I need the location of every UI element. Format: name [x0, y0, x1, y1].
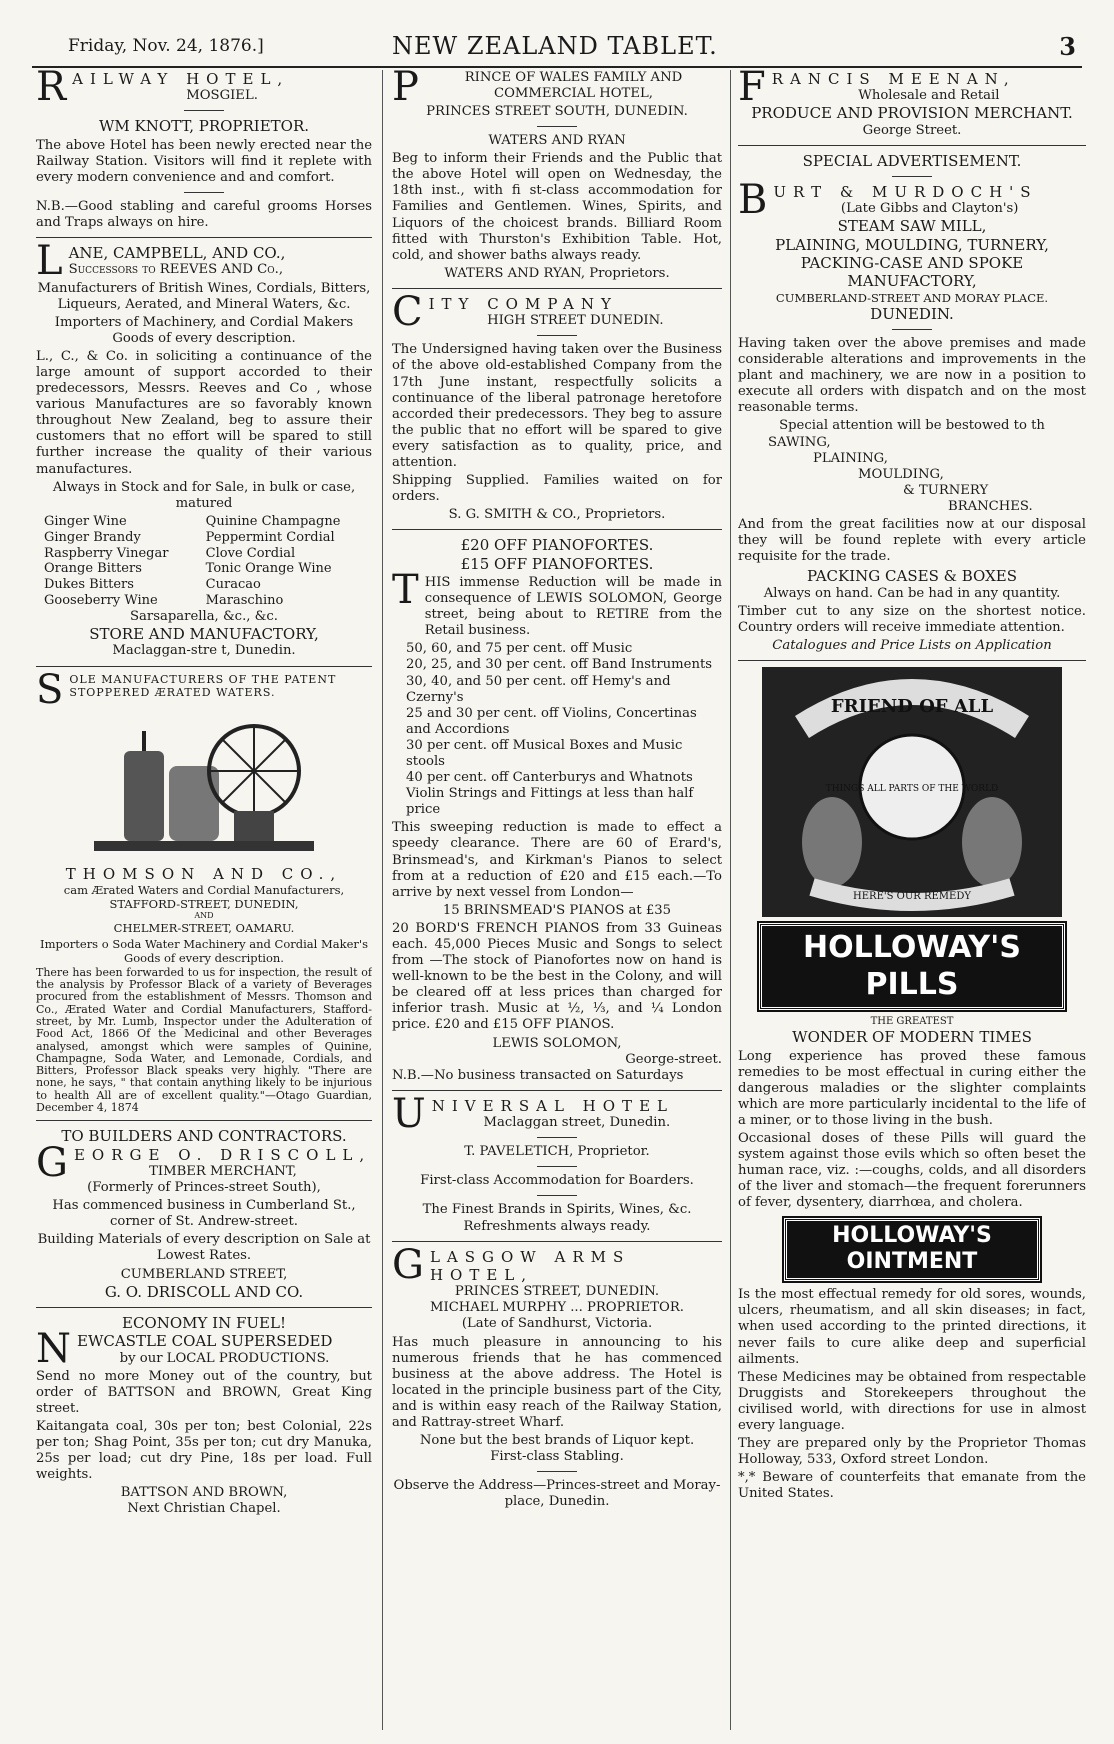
drop-initial: S [36, 666, 64, 713]
branch-item: BRANCHES. [948, 498, 1033, 514]
ad-line: PLAINING, MOULDING, TURNERY, [775, 235, 1049, 254]
product-cell: Raspberry Vinegar [44, 545, 169, 561]
drop-initial: R [36, 70, 67, 110]
ad-burt-murdoch [738, 177, 1086, 654]
ad-universal-hotel [392, 1090, 722, 1235]
ad-title: ITY COMPANY [428, 294, 618, 313]
product-cell: Peppermint Cordial [205, 529, 335, 545]
issue-date: Friday, Nov. 24, 1876.] [68, 36, 264, 56]
ad-line: Has commenced business in Cumberland St., corner of St. Andrew-street. [52, 1198, 356, 1230]
product-cell: Clove Cordial [205, 545, 296, 561]
product-cell: Quinine Champagne [205, 513, 341, 529]
ad-subtitle: (Late Gibbs and Clayton's) [840, 201, 1019, 217]
ad-body: This sweeping reduction is made to effect a speedy clearance. There are 60 of Erard's, Brinsmead's, and Kirkman's Pianos to select from at a reduction of £20 and £15 each.—To arrive by next vessel from London— [392, 820, 722, 900]
ad-title: RINCE OF WALES FAMILY AND COMMERCIAL HOTEL, [464, 70, 683, 102]
ad-holloway [738, 923, 1086, 1502]
machinery-engraving [84, 711, 324, 861]
ad-body: Is the most effectual remedy for old sores, wounds, ulcers, rheumatism, and all skin diseases; in fact, when used according to the printed directions, it never fails to cure alike deep and superficial ailments. [738, 1287, 1086, 1367]
ad-body: Send no more Money out of the country, but order of BATTSON and BROWN, Great King street. [36, 1368, 372, 1416]
product-row [36, 593, 372, 609]
product-cell: Gooseberry Wine [44, 593, 158, 609]
ad-body: Having taken over the above premises and made considerable alterations and improvements in the plant and machinery, we are now in a position to execute all orders with dispatch and on the most reasonable terms. [738, 335, 1086, 416]
ad-title: THOMSON AND CO., [65, 864, 343, 883]
ad-heading: TO BUILDERS AND CONTRACTORS. [61, 1127, 347, 1146]
drop-initial: G [36, 1139, 68, 1186]
ad-address: Maclaggan-stre t, Dunedin. [112, 643, 296, 659]
ad-line: STORE AND MANUFACTORY, [89, 625, 319, 644]
ad-line: (Formerly of Princes-street South), [87, 1180, 321, 1196]
ad-proprietor: T. PAVELETICH, Proprietor. [464, 1144, 650, 1160]
ad-heading: £20 OFF PIANOFORTES. [460, 536, 654, 555]
ad-title: OLE MANUFACTURERS OF THE PATENT STOPPERED ÆRATED WATERS. [69, 672, 337, 699]
ad-subtitle: Successors to REEVES AND Co., [68, 262, 284, 278]
page-number: 3 [1059, 32, 1076, 61]
ad-title: LASGOW ARMS HOTEL, [429, 1247, 631, 1284]
ad-thomson [36, 865, 372, 1115]
ad-body: Timber cut to any size on the shortest notice. Country orders will receive immediate attention. [738, 603, 1086, 635]
ad-title: NIVERSAL HOTEL [431, 1096, 674, 1115]
discount-item: Violin Strings and Fittings at less than half price [406, 786, 694, 818]
engraving-banner: FRIEND OF ALL [830, 695, 994, 717]
product-list [36, 514, 372, 609]
holloways-ointment-banner: HOLLOWAY'S OINTMENT [784, 1218, 1040, 1282]
ad-proprietor: WM KNOTT, PROPRIETOR. [98, 117, 310, 136]
product-cell: Orange Bitters [44, 561, 142, 577]
ad-line: AND [194, 910, 214, 920]
drop-initial: F [738, 70, 766, 110]
ad-address: Next Christian Chapel. [127, 1501, 281, 1517]
ad-line: Importers of Machinery, and Cordial Makers Goods of every description. [54, 314, 354, 346]
ad-line: Always in Stock and for Sale, in bulk or case, matured [52, 479, 356, 511]
ad-line: 15 BRINSMEAD'S PIANOS at £35 [442, 902, 672, 918]
ad-line: PACKING-CASE AND SPOKE [800, 254, 1024, 273]
product-cell: Ginger Wine [44, 513, 127, 529]
ad-heading: WONDER OF MODERN TIMES [792, 1028, 1032, 1047]
ad-line: The Finest Brands in Spirits, Wines, &c. [422, 1202, 692, 1218]
ad-francis-meenan [738, 70, 1086, 139]
ad-body: The Undersigned having taken over the Business of the above old-established Company from the 17th June instant, respectfully solicits a continuance of the liberal patronage heretofore accorded their predecessors. They beg to assure the public that no effort will be spared to give every satisfaction as to quality, price, and attention. [392, 342, 722, 470]
ad-line: CHELMER-STREET, OAMARU. [113, 920, 295, 935]
product-cell: Ginger Brandy [44, 529, 141, 545]
product-cell: Tonic Orange Wine [205, 561, 332, 577]
product-row [36, 577, 372, 593]
discount-list [392, 641, 722, 818]
ad-body: And from the great facilities now at our disposal they will be found replete with every article requisite for the trade. [738, 517, 1086, 565]
ad-line: PACKING CASES & BOXES [807, 567, 1017, 586]
ad-line: George Street. [862, 122, 962, 138]
ad-line: Sarsaparella, &c., &c. [130, 609, 278, 625]
product-cell: Dukes Bitters [44, 577, 134, 593]
section-heading: SPECIAL ADVERTISEMENT. [802, 151, 1022, 170]
friend-of-all-engraving [762, 667, 1062, 917]
ad-title: RANCIS MEENAN, [771, 70, 1016, 88]
discount-item: 25 and 30 per cent. off Violins, Concertinas and Accordions [406, 705, 697, 737]
ad-line: STEAM SAW MILL, [837, 217, 987, 236]
ad-railway-hotel [36, 70, 372, 231]
ad-body: Has much pleasure in announcing to his numerous friends that he has commenced business at the above address. The Hotel is located in the principle business part of the City, and is within easy reach of the Railway Station, and Rattray-street Wharf. [392, 1334, 722, 1430]
column-rule [382, 70, 383, 1730]
product-row [36, 530, 372, 546]
drop-initial: U [392, 1090, 426, 1137]
ad-glasgow-arms [392, 1241, 722, 1511]
ad-subtitle: Maclaggan street, Dunedin. [483, 1115, 671, 1131]
ad-line: Catalogues and Price Lists on Application [772, 637, 1052, 653]
ad-sign: BATTSON AND BROWN, [120, 1485, 288, 1501]
ad-line: Building Materials of every description on Sale at Lowest Rates. [37, 1232, 371, 1264]
drop-initial: C [392, 288, 423, 335]
ad-line: PRODUCE AND PROVISION MERCHANT. [751, 104, 1073, 123]
ad-economy-fuel [36, 1314, 372, 1518]
product-row [36, 546, 372, 562]
ad-line: cam Ærated Waters and Cordial Manufacturers, [63, 882, 345, 897]
ad-note: N.B.—Good stabling and careful grooms Horses and Traps always on hire. [36, 198, 372, 231]
ad-lane-campbell [36, 238, 372, 659]
ad-body: Occasional doses of these Pills will guard the system against those evils which so often beset the human race, viz. :—coughs, colds, and all disorders of the liver and stomach—the frequent forerunners of fever, dysentery, diarrhœa, and cholera. [738, 1131, 1086, 1211]
paper-title: NEW ZEALAND TABLET. [392, 32, 718, 60]
branch-item: & TURNERY [903, 482, 989, 498]
product-cell: Curacao [205, 577, 261, 593]
ad-line: Observe the Address—Princes-street and Moray-place, Dunedin. [393, 1478, 721, 1510]
ad-line: First-class Stabling. [490, 1449, 624, 1465]
ad-prince-of-wales [392, 70, 722, 282]
drop-initial: P [392, 70, 419, 110]
ad-sign: S. G. SMITH & CO., Proprietors. [448, 507, 666, 523]
discount-item: 20, 25, and 30 per cent. off Band Instruments [406, 657, 713, 673]
ad-body: There has been forwarded to us for inspection, the result of the analysis by Professor Black of a variety of Beverages procured from the establishment of Messrs. Thomson and Co., Ærated Water and Cordial Manufacturers, Stafford-street, by Mr. Lumb, Inspector under the Adulteration of Food Act, 1866 Of the Medicinal and other Beverages analysed, amongst which were samples of Quinine, Champagne, Soda Water, and Lemonade, Cordials, and Bitters, Professor Black speaks very highly. "There are none, he says, " that contain anything likely to be injurious to health All are of excellent quality."—Otago Guardian, December 4, 1874 [36, 965, 372, 1115]
ad-title: AILWAY HOTEL, [72, 70, 290, 88]
ad-address: PRINCES STREET SOUTH, DUNEDIN. [426, 104, 688, 119]
column-1 [36, 70, 372, 1730]
ad-line: CUMBERLAND-STREET AND MORAY PLACE. [775, 290, 1049, 305]
ad-body: These Medicines may be obtained from respectable Druggists and Storekeepers throughout the civilised world, with directions for use in almost every language. [738, 1369, 1086, 1433]
ad-title: EWCASTLE COAL SUPERSEDED [77, 1332, 333, 1351]
ad-subtitle: PRINCES STREET, DUNEDIN. [454, 1284, 660, 1300]
ad-body: Long experience has proved these famous remedies to be most effectual in curing either the dangerous maladies or the slighter complaints which are more particularly incidental to the life of a miner, or to those living in the bush. [738, 1048, 1086, 1128]
ad-body: L., C., & Co. in soliciting a continuance of the large amount of support accorded to their predecessors, Messrs. Reeves and Co , whose various Manufactures are so favorably known throughout New Zealand, beg to assure their customers that no effort will be spared to still further increase the quality of their various manufactures. [36, 348, 372, 477]
ad-body: Beg to inform their Friends and the Public that the above Hotel will open on Wednesday, the 18th inst., with fi st-class accommodation for Families and Gentlemen. Wines, Spirits, and Liquors of the choicest brands. Billiard Room fitted with Thurston's Exhibition Table. Hot, cold, and shower baths always ready. [392, 151, 722, 263]
ad-body: The above Hotel has been newly erected near the Railway Station. Visitors will find it replete with every modern convenience and and comfort. [36, 137, 372, 185]
ad-title: URT & MURDOCH'S [773, 183, 1038, 202]
ad-place: MOSGIEL. [186, 88, 258, 104]
holloways-pills-banner: HOLLOWAY'S PILLS [759, 923, 1065, 1010]
ad-line: Special attention will be bestowed to th [779, 418, 1045, 434]
ad-title: EORGE O. DRISCOLL, [73, 1145, 372, 1164]
ad-address: George-street. [625, 1051, 722, 1067]
ad-subtitle: TIMBER MERCHANT, [149, 1163, 297, 1179]
ad-line: G. O. DRISCOLL AND CO. [104, 1282, 304, 1301]
ad-sign: WATERS AND RYAN, Proprietors. [444, 265, 670, 281]
ad-title: ANE, CAMPBELL, AND CO., [68, 244, 286, 263]
product-cell: Maraschino [205, 593, 284, 609]
drop-initial: G [392, 1241, 424, 1288]
column-rule [730, 70, 731, 1730]
discount-item: 30, 40, and 50 per cent. off Hemy's and Czerny's [406, 673, 671, 705]
ad-body: 20 BORD'S FRENCH PIANOS from 33 Guineas each. 45,000 Pieces Music and Songs to select from —The stock of Pianofortes now on hand is well-known to be the best in the Colony, and will be cleared off at less prices than charged for inferior trash. Music at ½, ⅓, and ¼ London price. £20 and £15 OFF PIANOS. [392, 920, 722, 1033]
ad-city-company [392, 288, 722, 523]
ad-driscoll [36, 1127, 372, 1301]
ad-line: Manufacturers of British Wines, Cordials, Bitters, Liqueurs, Aerated, and Mineral Waters, &c. [37, 280, 371, 312]
ad-heading: ECONOMY IN FUEL! [122, 1313, 286, 1332]
drop-initial: B [738, 177, 768, 224]
globe-inscription: THINGS ALL PARTS OF THE WORLD [825, 783, 999, 794]
branch-list [738, 435, 1086, 515]
masthead [32, 30, 1082, 68]
ad-line: MANUFACTORY, [847, 272, 977, 291]
discount-item: 50, 60, and 75 per cent. off Music [406, 641, 633, 657]
discount-item: 30 per cent. off Musical Boxes and Music stools [406, 737, 683, 769]
ad-pianofortes [392, 536, 722, 1084]
ad-proprietor: MICHAEL MURPHY ... PROPRIETOR. [430, 1300, 684, 1316]
ad-line: DUNEDIN. [870, 304, 954, 323]
ad-line: First-class Accommodation for Boarders. [420, 1173, 694, 1189]
ad-sole-manufacturers [36, 666, 372, 861]
column-3 [738, 70, 1086, 1730]
ad-line: STAFFORD-STREET, DUNEDIN, [109, 896, 299, 911]
ad-line: Refreshments always ready. [463, 1218, 651, 1234]
ad-line: Always on hand. Can be had in any quantity. [763, 585, 1061, 601]
ad-line: CUMBERLAND STREET, [120, 1266, 288, 1282]
ad-body: Kaitangata coal, 30s per ton; best Colonial, 22s per ton; Shag Point, 35s per ton; cut dry Manuka, 25s per load; cut dry Pine, 18s per load. Full weights. [36, 1418, 372, 1483]
ad-note: N.B.—No business transacted on Saturdays [392, 1067, 684, 1083]
branch-item: PLAINING, [813, 450, 888, 466]
ad-note: *,* Beware of counterfeits that emanate from the United States. [738, 1470, 1086, 1502]
ad-line: None but the best brands of Liquor kept. [419, 1433, 695, 1449]
ad-line: THE GREATEST [870, 1016, 954, 1028]
ad-sign: LEWIS SOLOMON, [492, 1035, 622, 1051]
ad-line: (Late of Sandhurst, Victoria. [461, 1316, 653, 1332]
ad-subtitle: by our LOCAL PRODUCTIONS. [119, 1350, 330, 1366]
ad-body: Shipping Supplied. Families waited on for orders. [392, 473, 722, 505]
branch-item: MOULDING, [858, 466, 944, 482]
engraving-ribbon: HERE'S OUR REMEDY [853, 890, 971, 902]
ad-heading: £15 OFF PIANOFORTES. [460, 554, 654, 573]
drop-initial: L [36, 238, 63, 285]
ad-lead: HIS immense Reduction will be made in consequence of LEWIS SOLOMON, George street, being about to RETIRE from the Retail business. [424, 574, 722, 639]
ad-subtitle: HIGH STREET DUNEDIN. [487, 313, 664, 329]
column-2 [392, 70, 722, 1730]
discount-item: 40 per cent. off Canterburys and Whatnots [406, 770, 693, 786]
ad-subtitle: Wholesale and Retail [858, 88, 1000, 104]
branch-item: SAWING, [768, 434, 831, 450]
drop-initial: N [36, 1326, 71, 1373]
ad-line: Importers o Soda Water Machinery and Cordial Maker's Goods of every description. [40, 936, 368, 965]
product-row [36, 561, 372, 577]
ad-body: They are prepared only by the Proprietor Thomas Holloway, 533, Oxford street London. [738, 1436, 1086, 1468]
drop-initial: T [392, 566, 419, 613]
product-row [36, 514, 372, 530]
ad-names: WATERS AND RYAN [488, 133, 626, 149]
